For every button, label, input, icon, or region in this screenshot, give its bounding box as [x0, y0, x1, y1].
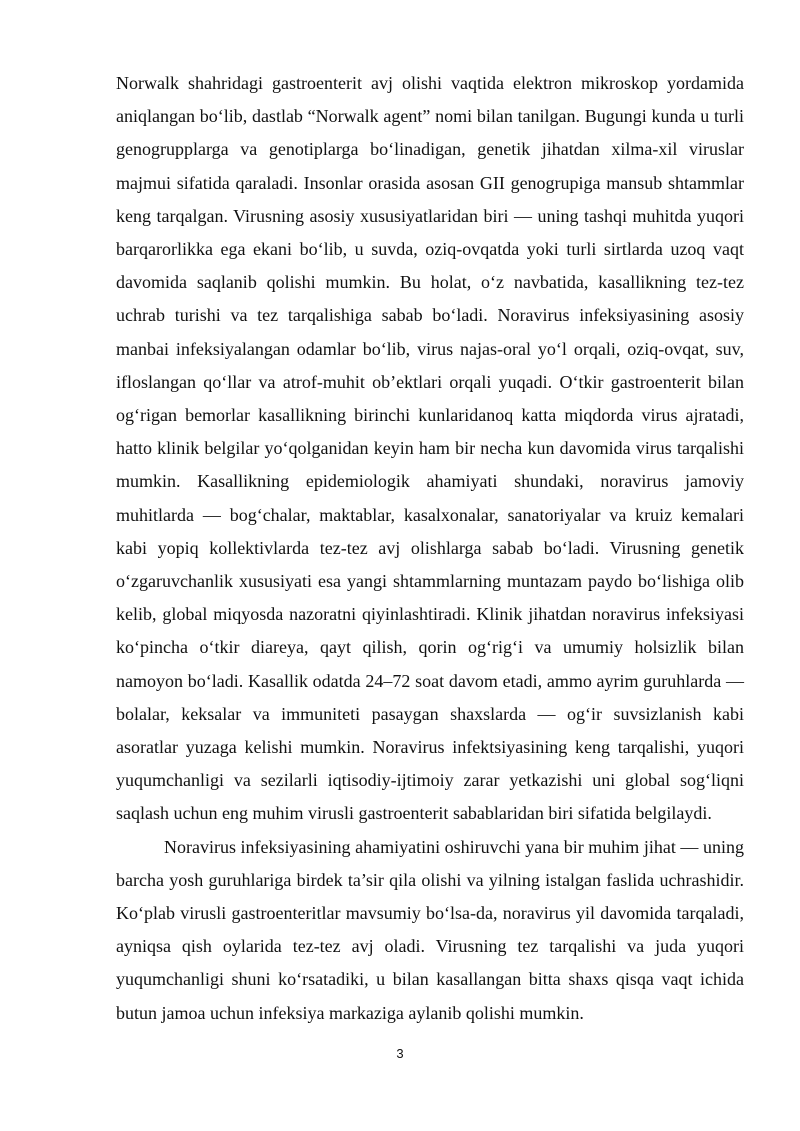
paragraph-2: Noravirus infeksiyasining ahamiyatini oshiruvchi yana bir muhim jihat — uning barcha yosh guruhlariga birdek ta’sir qila olishi va yilning istalgan faslida uchrashidir. Ko‘plab virusli gastroenteritlar mavsumiy bo‘lsa-da, noravirus yil davomida tarqaladi, ayniqsa qish oylarida tez-tez avj oladi. Virusning tez tarqalishi va juda yuqori yuqumchanligi shuni ko‘rsatadiki, u bilan kasallangan bitta shaxs qisqa vaqt ichida butun jamoa uchun infeksiya markaziga aylanib qolishi mumkin.: [116, 836, 744, 1023]
document-body: [116, 67, 744, 1030]
page-number: 3: [396, 1046, 404, 1061]
paragraph-1: Norwalk shahridagi gastroenterit avj olishi vaqtida elektron mikroskop yordamida aniqlangan bo‘lib, dastlab “Norwalk agent” nomi bilan tanilgan. Bugungi kunda u turli genogrupplarga va genotiplarga bo‘linadigan, genetik jihatdan xilma-xil viruslar majmui sifatida qaraladi. Insonlar orasida asosan GII genogrupiga mansub shtammlar keng tarqalgan. Virusning asosiy xususiyatlaridan biri — uning tashqi muhitda yuqori barqarorlikka ega ekani bo‘lib, u suvda, oziq-ovqatda yoki turli sirtlarda uzoq vaqt davomida saqlanib qolishi mumkin. Bu holat, o‘z navbatida, kasallikning tez-tez uchrab turishi va tez tarqalishiga sabab bo‘ladi. Noravirus infeksiyasining asosiy manbai infeksiyalangan odamlar bo‘lib, virus najas-oral yo‘l orqali, oziq-ovqat, suv, ifloslangan qo‘llar va atrof-muhit ob’ektlari orqali yuqadi. O‘tkir gastroenterit bilan og‘rigan bemorlar kasallikning birinchi kunlaridanoq katta miqdorda virus ajratadi, hatto klinik belgilar yo‘qolganidan keyin ham bir necha kun davomida virus tarqalishi mumkin. Kasallikning epidemiologik ahamiyati shundaki, noravirus jamoviy muhitlarda — bog‘chalar, maktablar, kasalxonalar, sanatoriyalar va kruiz kemalari kabi yopiq kollektivlarda tez-tez avj olishlarga sabab bo‘ladi. Virusning genetik o‘zgaruvchanlik xususiyati esa yangi shtammlarning muntazam paydo bo‘lishiga olib kelib, global miqyosda nazoratni qiyinlashtiradi. Klinik jihatdan noravirus infeksiyasi ko‘pincha o‘tkir diareya, qayt qilish, qorin og‘rig‘i va umumiy holsizlik bilan namoyon bo‘ladi. Kasallik odatda 24–72 soat davom etadi, ammo ayrim guruhlarda — bolalar, keksalar va immuniteti pasaygan shaxslarda — og‘ir suvsizlanish kabi asoratlar yuzaga kelishi mumkin. Noravirus infektsiyasining keng tarqalishi, yuqori yuqumchanligi va sezilarli iqtisodiy-ijtimoiy zarar yetkazishi uni global sog‘liqni saqlash uchun eng muhim virusli gastroenterit sabablaridan biri sifatida belgilaydi.: [116, 73, 744, 824]
